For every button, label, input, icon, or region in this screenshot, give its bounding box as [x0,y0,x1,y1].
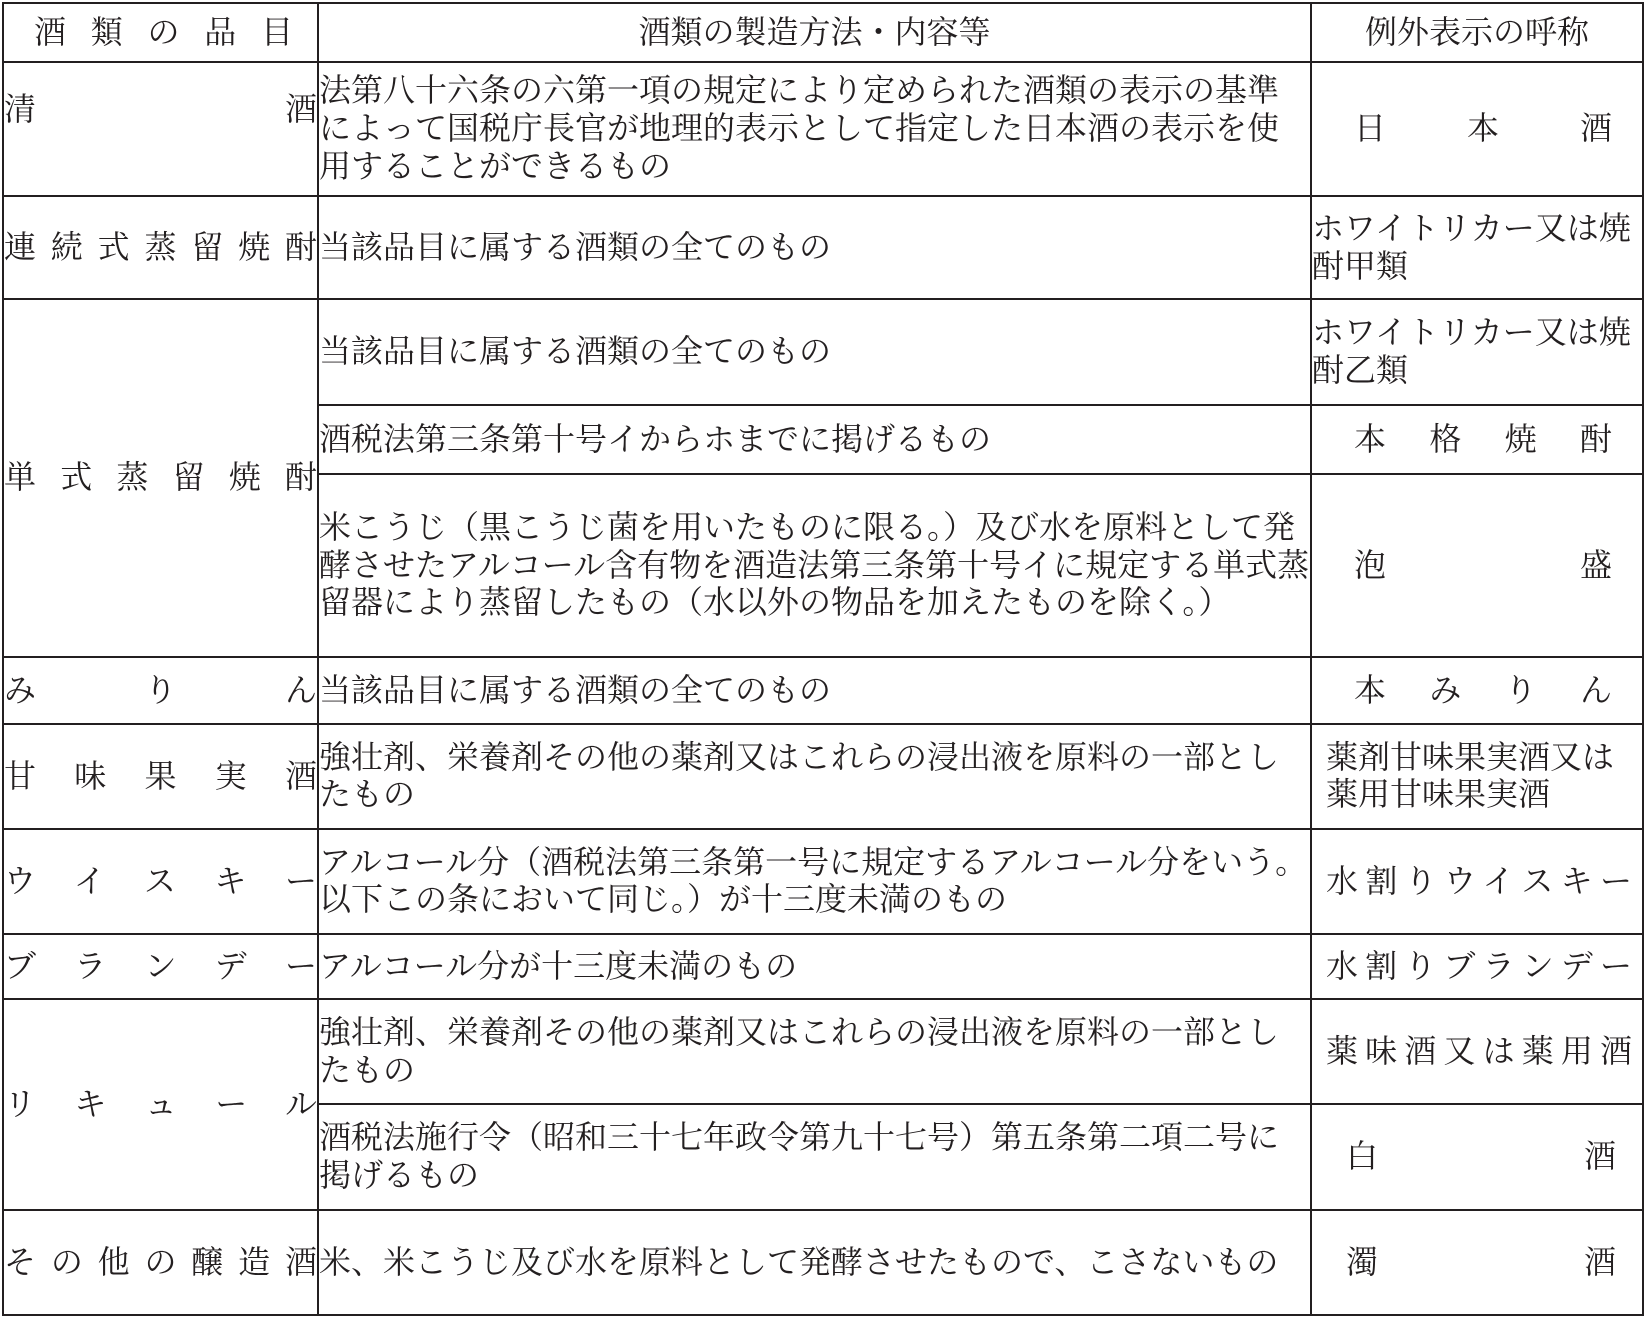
method-cell: アルコール分が十三度未満のもの [318,934,1311,999]
method-cell: 酒税法第三条第十号イからホまでに掲げるもの [318,405,1311,474]
name-cell: 薬剤甘味果実酒又は薬用甘味果実酒 [1311,724,1643,828]
method-cell: 法第八十六条の六第一項の規定により定められた酒類の表示の基準によって国税庁長官が地理的表示として指定した日本酒の表示を使用することができるもの [318,62,1311,196]
name-cell: 本みりん [1311,657,1643,724]
name-cell: ホワイトリカー又は焼酎甲類 [1311,196,1643,299]
table-row [3,724,1643,828]
name-cell: 日本酒 [1311,62,1643,196]
item-cell: 連続式蒸留焼酎 [3,196,318,299]
method-cell: 米こうじ（黒こうじ菌を用いたものに限る。）及び水を原料として発酵させたアルコール含有物を酒造法第三条第十号イに規定する単式蒸留器により蒸留したもの（水以外の物品を加えたものを除く。） [318,474,1311,657]
table-row [3,62,1643,196]
table-row [3,299,1643,404]
header-method: 酒類の製造方法・内容等 [318,3,1311,62]
table-row [3,999,1643,1103]
name-cell: 白酒 [1311,1104,1643,1210]
table-row [3,657,1643,724]
name-cell: 濁酒 [1311,1210,1643,1315]
method-cell: 当該品目に属する酒類の全てのもの [318,299,1311,404]
method-cell: 当該品目に属する酒類の全てのもの [318,657,1311,724]
method-cell: 当該品目に属する酒類の全てのもの [318,196,1311,299]
item-cell: ウイスキー [3,829,318,934]
name-cell: ホワイトリカー又は焼酎乙類 [1311,299,1643,404]
header-row [3,3,1643,62]
item-cell: その他の醸造酒 [3,1210,318,1315]
method-cell: 酒税法施行令（昭和三十七年政令第九十七号）第五条第二項二号に掲げるもの [318,1104,1311,1210]
method-cell: 強壮剤、栄養剤その他の薬剤又はこれらの浸出液を原料の一部としたもの [318,999,1311,1103]
item-cell: みりん [3,657,318,724]
table-row [3,196,1643,299]
name-cell: 水割りウイスキー [1311,829,1643,934]
liquor-exception-name-table [2,2,1644,1316]
table-row [3,934,1643,999]
header-item: 酒類の品目 [3,3,318,62]
item-cell: ブランデー [3,934,318,999]
item-cell: 甘味果実酒 [3,724,318,828]
item-cell: 清酒 [3,62,318,196]
method-cell: アルコール分（酒税法第三条第一号に規定するアルコール分をいう。以下この条において同じ。）が十三度未満のもの [318,829,1311,934]
name-cell: 薬味酒又は薬用酒 [1311,999,1643,1103]
name-cell: 本格焼酎 [1311,405,1643,474]
table-row [3,1210,1643,1315]
name-cell: 水割りブランデー [1311,934,1643,999]
table-row [3,829,1643,934]
name-cell: 泡盛 [1311,474,1643,657]
header-name: 例外表示の呼称 [1311,3,1643,62]
method-cell: 米、米こうじ及び水を原料として発酵させたもので、こさないもの [318,1210,1311,1315]
method-cell: 強壮剤、栄養剤その他の薬剤又はこれらの浸出液を原料の一部としたもの [318,724,1311,828]
item-cell: 単式蒸留焼酎 [3,299,318,657]
item-cell: リキュール [3,999,318,1210]
